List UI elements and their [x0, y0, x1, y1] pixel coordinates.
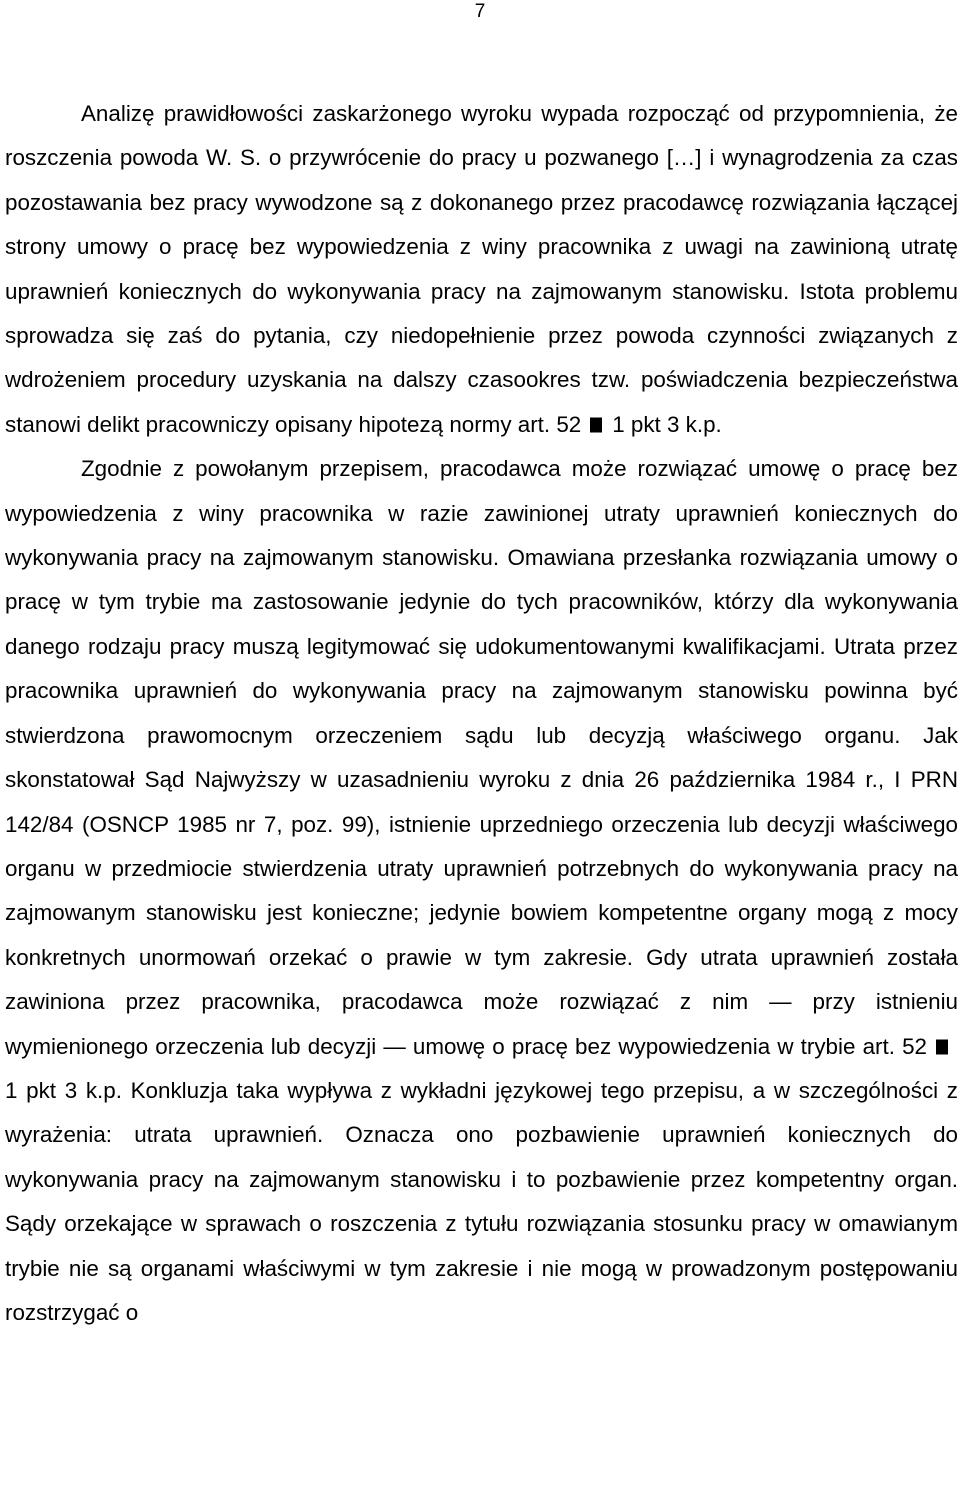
- paragraph-1-text-end: 1 pkt 3 k.p.: [612, 411, 722, 437]
- section-sign-icon: [587, 415, 605, 435]
- section-sign-icon: [933, 1037, 951, 1057]
- paragraph-1: [5, 92, 958, 447]
- paragraph-2: [5, 447, 958, 1335]
- document-body: [5, 92, 958, 1335]
- page-number: 7: [474, 1, 486, 22]
- paragraph-2-text-end: 1 pkt 3 k.p. Konkluzja taka wypływa z wykładni językowej tego przepisu, a w szczególności z wyrażenia: utrata uprawnień. Oznacza ono pozbawienie uprawnień koniecznych do wykonywania pracy na zajmowanym stanowisku i to pozbawienie przez kompetentny organ. Sądy orzekające w sprawach o roszczenia z tytułu rozwiązania stosunku pracy w omawianym trybie nie są organami właściwymi w tym zakresie i nie mogą w prowadzonym postępowaniu rozstrzygać o: [5, 1077, 958, 1325]
- paragraph-2-text: Zgodnie z powołanym przepisem, pracodawca może rozwiązać umowę o pracę bez wypowiedzenia z winy pracownika w razie zawinionej utraty uprawnień koniecznych do wykonywania pracy na zajmowanym stanowisku. Omawiana przesłanka rozwiązania umowy o pracę w tym trybie ma zastosowanie jedynie do tych pracowników, którzy dla wykonywania danego rodzaju pracy muszą legitymować się udokumentowanymi kwalifikacjami. Utrata przez pracownika uprawnień do wykonywania pracy na zajmowanym stanowisku powinna być stwierdzona prawomocnym orzeczeniem sądu lub decyzją właściwego organu. Jak skonstatował Sąd Najwyższy w uzasadnieniu wyroku z dnia 26 października 1984 r., I PRN 142/84 (OSNCP 1985 nr 7, poz. 99), istnienie uprzedniego orzeczenia lub decyzji właściwego organu w przedmiocie stwierdzenia utraty uprawnień potrzebnych do wykonywania pracy na zajmowanym stanowisku jest konieczne; jedynie bowiem kompetentne organy mogą z mocy konkretnych unormowań orzekać o prawie w tym zakresie. Gdy utrata uprawnień została zawiniona przez pracownika, pracodawca może rozwiązać z nim — przy istnieniu wymienionego orzeczenia lub decyzji — umowę o pracę bez wypowiedzenia w trybie art. 52: [5, 456, 958, 1059]
- paragraph-1-text: Analizę prawidłowości zaskarżonego wyroku wypada rozpocząć od przypomnienia, że roszczenia powoda W. S. o przywrócenie do pracy u pozwanego […] i wynagrodzenia za czas pozostawania bez pracy wywodzone są z dokonanego przez pracodawcę rozwiązania łączącej strony umowy o pracę bez wypowiedzenia z winy pracownika z uwagi na zawinioną utratę uprawnień koniecznych do wykonywania pracy na zajmowanym stanowisku. Istota problemu sprowadza się zaś do pytania, czy niedopełnienie przez powoda czynności związanych z wdrożeniem procedury uzyskania na dalszy czasookres tzw. poświadczenia bezpieczeństwa stanowi delikt pracowniczy opisany hipotezą normy art. 52: [5, 101, 958, 437]
